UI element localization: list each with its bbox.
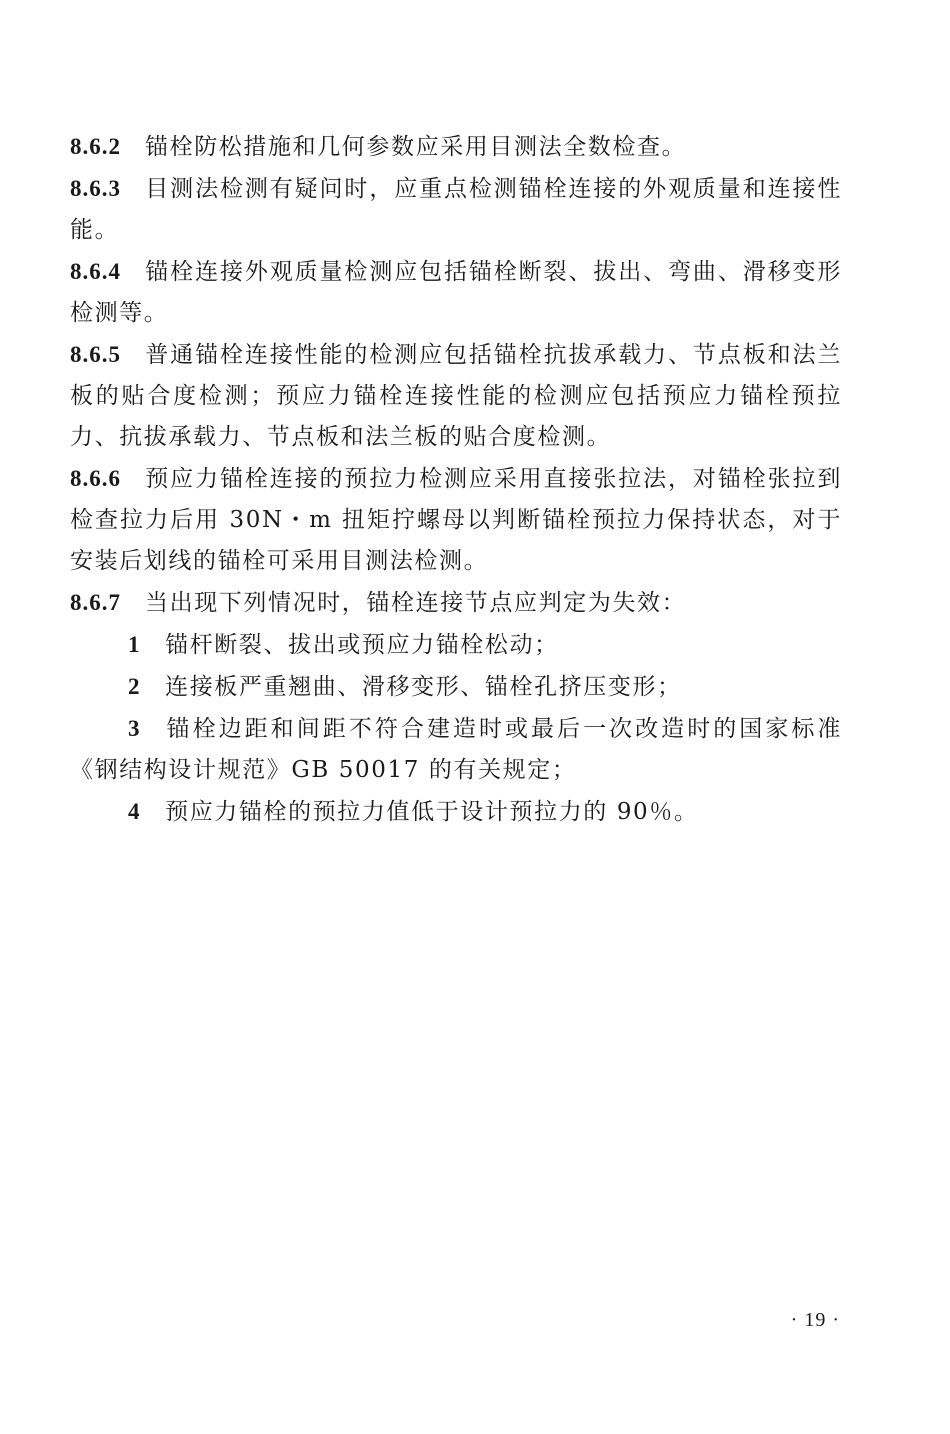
page-number: · 19 ·: [790, 1309, 840, 1331]
clause-text: 目测法检测有疑问时，应重点检测锚栓连接的外观质量和连接性能。: [70, 176, 842, 243]
clause-number: 8.6.2: [70, 134, 121, 159]
list-item-number: 3: [128, 716, 142, 741]
list-item: [70, 791, 842, 833]
list-item: [70, 666, 842, 708]
clause-8-6-2: [70, 126, 842, 168]
clause-number: 8.6.5: [70, 342, 121, 367]
list-item-text: 预应力锚栓的预拉力值低于设计预拉力的 90％。: [165, 799, 699, 825]
list-item-text: 连接板严重翘曲、滑移变形、锚栓孔挤压变形；: [165, 674, 682, 700]
list-item: [70, 708, 842, 791]
clause-number: 8.6.6: [70, 466, 121, 491]
clause-8-6-6: [70, 458, 842, 582]
clause-text: 预应力锚栓连接的预拉力检测应采用直接张拉法，对锚栓张拉到检查拉力后用 30N・m 扭矩拧螺母以判断锚栓预拉力保持状态，对于安装后划线的锚栓可采用目测法检测。: [70, 466, 842, 574]
list-item-number: 1: [128, 632, 142, 657]
clause-8-6-5: [70, 334, 842, 458]
clause-text: 锚栓防松措施和几何参数应采用目测法全数检查。: [145, 134, 687, 160]
list-item-number: 4: [128, 799, 142, 824]
list-item-text: 锚栓边距和间距不符合建造时或最后一次改造时的国家标准《钢结构设计规范》GB 50017 的有关规定；: [70, 716, 842, 783]
list-item: [70, 624, 842, 666]
clause-number: 8.6.3: [70, 176, 121, 201]
clause-number: 8.6.7: [70, 590, 121, 615]
list-item-number: 2: [128, 674, 142, 699]
clause-text: 普通锚栓连接性能的检测应包括锚栓抗拔承载力、节点板和法兰板的贴合度检测；预应力锚栓连接性能的检测应包括预应力锚栓预拉力、抗拔承载力、节点板和法兰板的贴合度检测。: [70, 342, 842, 450]
clause-number: 8.6.4: [70, 259, 121, 284]
clause-text: 当出现下列情况时，锚栓连接节点应判定为失效：: [145, 590, 687, 616]
list-item-text: 锚杆断裂、拔出或预应力锚栓松动；: [165, 632, 559, 658]
document-body: [70, 126, 842, 833]
clause-8-6-3: [70, 168, 842, 251]
clause-text: 锚栓连接外观质量检测应包括锚栓断裂、拔出、弯曲、滑移变形检测等。: [70, 259, 842, 326]
clause-8-6-7: [70, 582, 842, 624]
clause-8-6-4: [70, 251, 842, 334]
